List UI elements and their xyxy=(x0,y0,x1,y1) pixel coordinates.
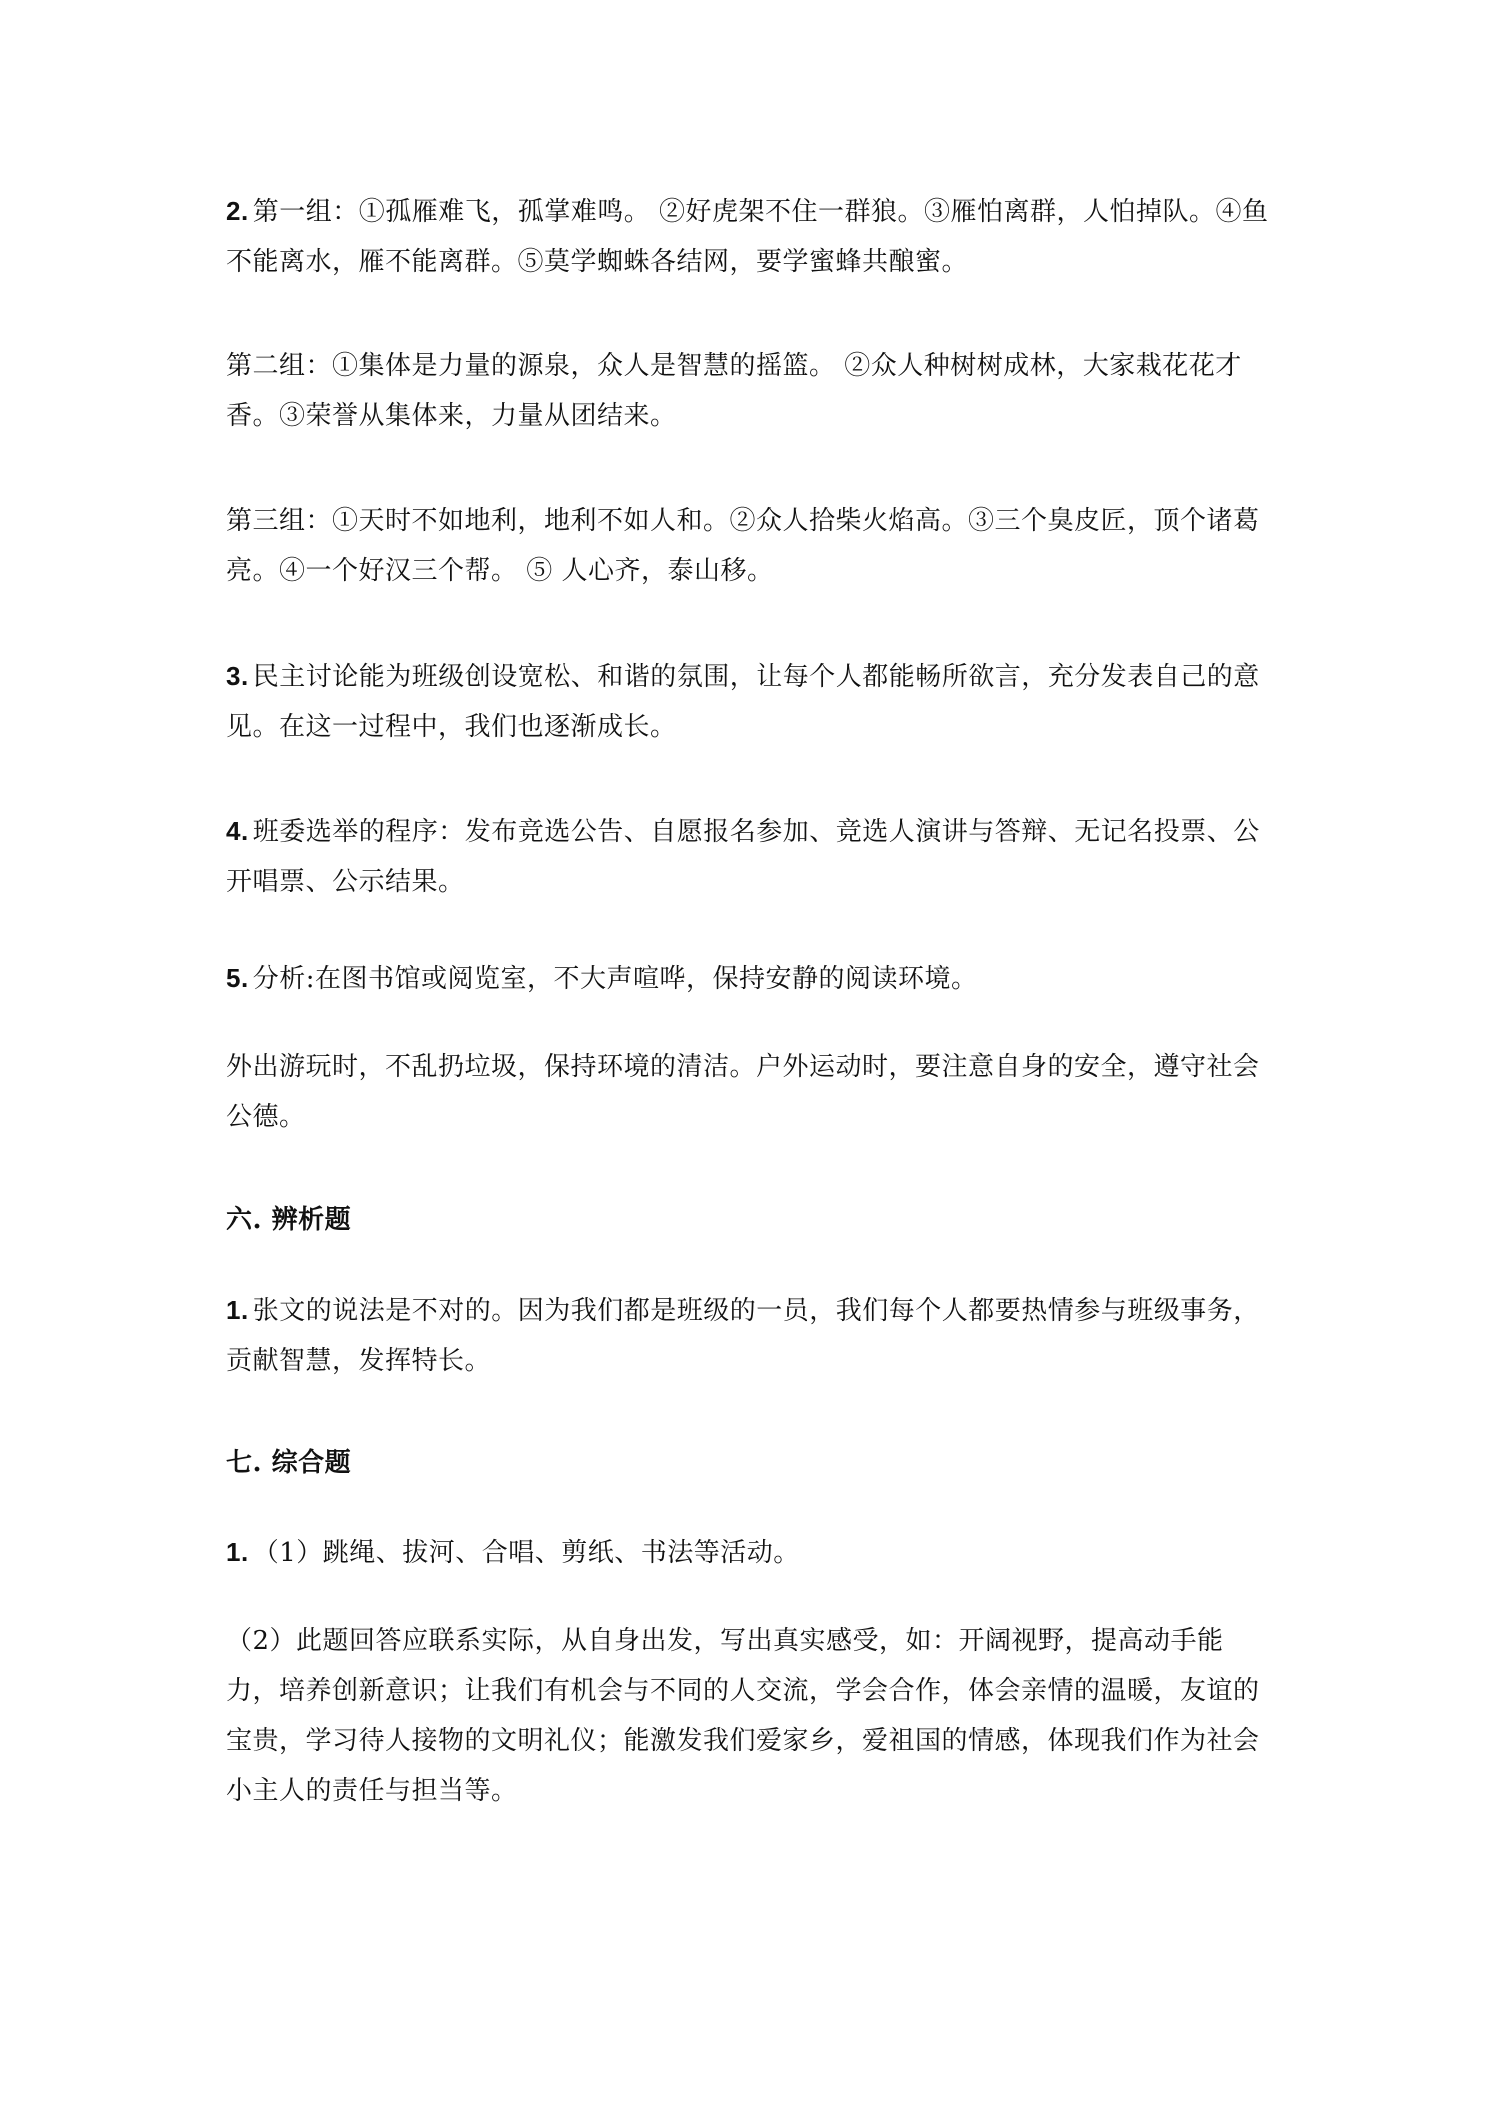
answer-number: 2. xyxy=(226,196,249,226)
section-6-answer-1 xyxy=(226,1285,1276,1386)
answer-2-group-3 xyxy=(226,496,1276,596)
answer-text: （1）跳绳、拔河、合唱、剪纸、书法等活动。 xyxy=(252,1538,800,1568)
section-7-answer-1-part-1 xyxy=(226,1527,1276,1578)
answer-2-group-2 xyxy=(226,341,1276,441)
answer-3 xyxy=(226,651,1276,752)
answer-text: 分析:在图书馆或阅览室，不大声喧哗，保持安静的阅读环境。 xyxy=(252,964,978,994)
answer-4 xyxy=(226,806,1276,907)
answer-text: 第三组：①天时不如地利，地利不如人和。②众人拾柴火焰高。③三个臭皮匠，顶个诸葛亮。④一个好汉三个帮。 ⑤ 人心齐，泰山移。 xyxy=(226,506,1260,586)
answer-text: 民主讨论能为班级创设宽松、和谐的氛围，让每个人都能畅所欲言，充分发表自己的意见。在这一过程中，我们也逐渐成长。 xyxy=(226,662,1260,742)
answer-number: 1. xyxy=(226,1537,249,1567)
answer-number: 4. xyxy=(226,816,249,846)
answer-text: 第一组：①孤雁难飞，孤掌难鸣。 ②好虎架不住一群狼。③雁怕离群，人怕掉队。④鱼不能离水，雁不能离群。⑤莫学蜘蛛各结网，要学蜜蜂共酿蜜。 xyxy=(226,197,1269,277)
answer-text: 外出游玩时，不乱扔垃圾，保持环境的清洁。户外运动时，要注意自身的安全，遵守社会公德。 xyxy=(226,1052,1260,1132)
section-7-heading: 七. 综合题 xyxy=(226,1448,352,1478)
answer-5 xyxy=(226,953,1276,1004)
answer-text: （2）此题回答应联系实际，从自身出发，写出真实感受，如：开阔视野，提高动手能力，培养创新意识；让我们有机会与不同的人交流，学会合作，体会亲情的温暖，友谊的宝贵，学习待人接物的文明礼仪；能激发我们爱家乡，爱祖国的情感，体现我们作为社会小主人的责任与担当等。 xyxy=(226,1626,1260,1806)
answer-text: 第二组：①集体是力量的源泉，众人是智慧的摇篮。 ②众人种树树成林，大家栽花花才香。③荣誉从集体来，力量从团结来。 xyxy=(226,351,1242,431)
answer-text: 张文的说法是不对的。因为我们都是班级的一员，我们每个人都要热情参与班级事务，贡献智慧，发挥特长。 xyxy=(226,1296,1260,1376)
answer-5-continued xyxy=(226,1042,1276,1142)
section-7-answer-1-part-2 xyxy=(226,1616,1276,1816)
section-6-heading: 六. 辨析题 xyxy=(226,1205,352,1235)
answer-number: 1. xyxy=(226,1295,249,1325)
answer-text: 班委选举的程序：发布竞选公告、自愿报名参加、竞选人演讲与答辩、无记名投票、公开唱票、公示结果。 xyxy=(226,817,1260,897)
answer-2-group-1 xyxy=(226,186,1276,287)
answer-number: 5. xyxy=(226,963,249,993)
answer-number: 3. xyxy=(226,661,249,691)
